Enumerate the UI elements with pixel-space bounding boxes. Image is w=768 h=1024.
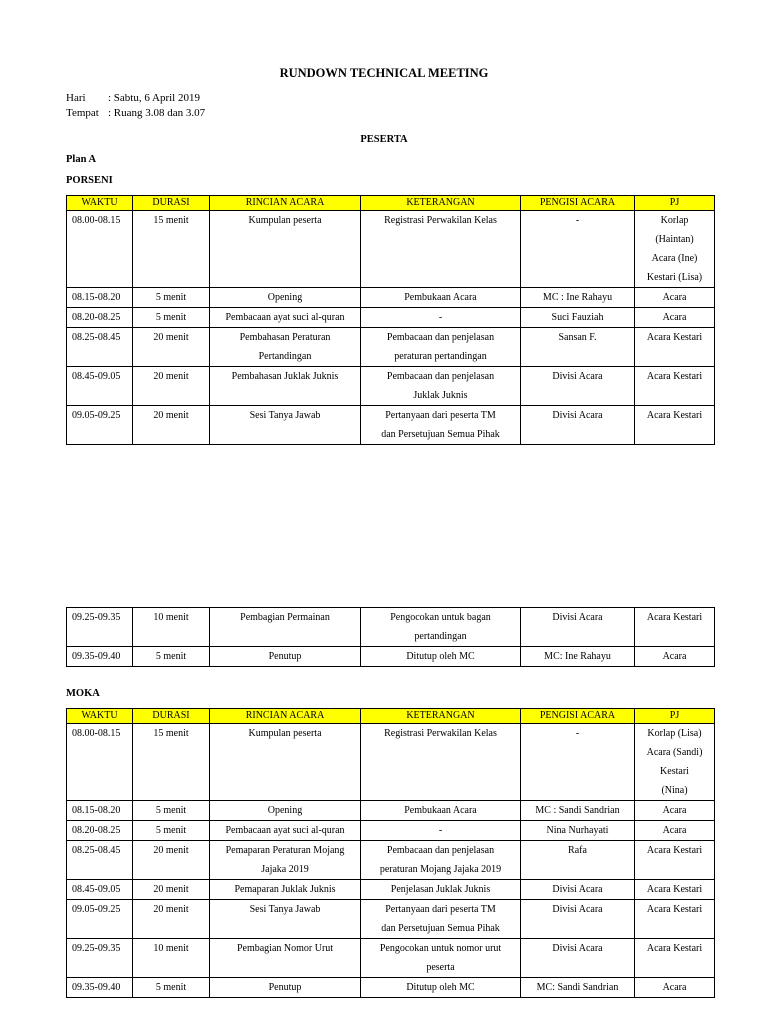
- column-header-pengisi-acara: PENGISI ACARA: [521, 196, 635, 211]
- cell-pj: Acara Kestari: [635, 406, 715, 445]
- cell-pengisi-acara: Divisi Acara: [521, 880, 635, 900]
- cell-rincian-acara: Pembacaan ayat suci al-quran: [210, 821, 361, 841]
- cell-keterangan: Pengocokan untuk bagan pertandingan: [361, 608, 521, 647]
- cell-pj: Korlap (Lisa) Acara (Sandi) Kestari (Nina): [635, 724, 715, 801]
- cell-pj: Acara: [635, 978, 715, 998]
- table-row: [67, 211, 715, 288]
- table-header-row: [67, 709, 715, 724]
- table-row: [67, 328, 715, 367]
- cell-pj: Acara: [635, 308, 715, 328]
- cell-waktu: 08.25-08.45: [67, 328, 133, 367]
- cell-rincian-acara: Penutup: [210, 647, 361, 667]
- cell-pengisi-acara: -: [521, 724, 635, 801]
- column-header-waktu: WAKTU: [67, 709, 133, 724]
- cell-keterangan: Ditutup oleh MC: [361, 978, 521, 998]
- cell-durasi: 20 menit: [133, 367, 210, 406]
- cell-keterangan: Pertanyaan dari peserta TM dan Persetujuan Semua Pihak: [361, 406, 521, 445]
- cell-pengisi-acara: MC : Ine Rahayu: [521, 288, 635, 308]
- cell-waktu: 09.25-09.35: [67, 939, 133, 978]
- cell-pengisi-acara: Nina Nurhayati: [521, 821, 635, 841]
- cell-waktu: 08.15-08.20: [67, 801, 133, 821]
- table-row: [67, 367, 715, 406]
- cell-keterangan: Registrasi Perwakilan Kelas: [361, 211, 521, 288]
- column-header-keterangan: KETERANGAN: [361, 709, 521, 724]
- cell-rincian-acara: Pembagian Nomor Urut: [210, 939, 361, 978]
- cell-rincian-acara: Pemaparan Juklak Juknis: [210, 880, 361, 900]
- cell-waktu: 09.05-09.25: [67, 406, 133, 445]
- cell-durasi: 20 menit: [133, 880, 210, 900]
- cell-durasi: 20 menit: [133, 900, 210, 939]
- table-row: [67, 900, 715, 939]
- cell-waktu: 09.35-09.40: [67, 978, 133, 998]
- table-header-row: [67, 196, 715, 211]
- document-title: RUNDOWN TECHNICAL MEETING: [279, 66, 489, 80]
- column-header-pengisi-acara: PENGISI ACARA: [521, 709, 635, 724]
- column-header-rincian-acara: RINCIAN ACARA: [210, 709, 361, 724]
- cell-pengisi-acara: -: [521, 211, 635, 288]
- cell-durasi: 5 menit: [133, 821, 210, 841]
- cell-keterangan: -: [361, 308, 521, 328]
- plan-label: Plan A: [66, 154, 97, 165]
- cell-durasi: 20 menit: [133, 406, 210, 445]
- cell-rincian-acara: Sesi Tanya Jawab: [210, 406, 361, 445]
- cell-pengisi-acara: Divisi Acara: [521, 367, 635, 406]
- cell-waktu: 08.15-08.20: [67, 288, 133, 308]
- cell-pengisi-acara: Sansan F.: [521, 328, 635, 367]
- table-row: [67, 308, 715, 328]
- table-row: [67, 801, 715, 821]
- cell-pengisi-acara: Divisi Acara: [521, 406, 635, 445]
- cell-pj: Acara: [635, 647, 715, 667]
- cell-durasi: 5 menit: [133, 801, 210, 821]
- cell-rincian-acara: Penutup: [210, 978, 361, 998]
- cell-durasi: 5 menit: [133, 288, 210, 308]
- cell-durasi: 5 menit: [133, 978, 210, 998]
- cell-durasi: 15 menit: [133, 724, 210, 801]
- column-header-pj: PJ: [635, 196, 715, 211]
- table-row: [67, 821, 715, 841]
- cell-pj: Acara: [635, 821, 715, 841]
- cell-rincian-acara: Sesi Tanya Jawab: [210, 900, 361, 939]
- cell-rincian-acara: Pembahasan Juklak Juknis: [210, 367, 361, 406]
- cell-pj: Acara Kestari: [635, 328, 715, 367]
- cell-pj: Acara Kestari: [635, 880, 715, 900]
- moka-table: [66, 708, 715, 998]
- cell-pengisi-acara: MC: Ine Rahayu: [521, 647, 635, 667]
- cell-pengisi-acara: MC: Sandi Sandrian: [521, 978, 635, 998]
- column-header-durasi: DURASI: [133, 709, 210, 724]
- cell-pj: Acara Kestari: [635, 939, 715, 978]
- cell-keterangan: Pembacaan dan penjelasan peraturan pertandingan: [361, 328, 521, 367]
- porseni-table-continued: [66, 607, 715, 667]
- cell-keterangan: Pembukaan Acara: [361, 288, 521, 308]
- column-header-keterangan: KETERANGAN: [361, 196, 521, 211]
- table-row: [67, 841, 715, 880]
- info-place-value: : Ruang 3.08 dan 3.07: [108, 107, 206, 119]
- cell-waktu: 08.25-08.45: [67, 841, 133, 880]
- cell-pj: Acara Kestari: [635, 608, 715, 647]
- table-row: [67, 978, 715, 998]
- cell-keterangan: Pembukaan Acara: [361, 801, 521, 821]
- cell-waktu: 09.05-09.25: [67, 900, 133, 939]
- info-day-value: : Sabtu, 6 April 2019: [108, 92, 200, 104]
- cell-waktu: 08.20-08.25: [67, 821, 133, 841]
- cell-waktu: 09.35-09.40: [67, 647, 133, 667]
- cell-keterangan: Registrasi Perwakilan Kelas: [361, 724, 521, 801]
- column-header-rincian-acara: RINCIAN ACARA: [210, 196, 361, 211]
- cell-durasi: 10 menit: [133, 608, 210, 647]
- table-row: [67, 647, 715, 667]
- porseni-table: [66, 195, 715, 445]
- section-heading: PESERTA: [360, 134, 408, 145]
- cell-rincian-acara: Pembacaan ayat suci al-quran: [210, 308, 361, 328]
- cell-pj: Acara Kestari: [635, 841, 715, 880]
- cell-pengisi-acara: MC : Sandi Sandrian: [521, 801, 635, 821]
- info-place-key: Tempat: [66, 107, 99, 119]
- info-day: [66, 92, 200, 104]
- cell-pj: Acara Kestari: [635, 367, 715, 406]
- cell-rincian-acara: Kumpulan peserta: [210, 724, 361, 801]
- cell-rincian-acara: Pembahasan Peraturan Pertandingan: [210, 328, 361, 367]
- cell-durasi: 20 menit: [133, 328, 210, 367]
- cell-keterangan: Ditutup oleh MC: [361, 647, 521, 667]
- cell-pj: Acara Kestari: [635, 900, 715, 939]
- cell-durasi: 20 menit: [133, 841, 210, 880]
- cell-rincian-acara: Kumpulan peserta: [210, 211, 361, 288]
- cell-keterangan: -: [361, 821, 521, 841]
- table-row: [67, 608, 715, 647]
- cell-rincian-acara: Opening: [210, 288, 361, 308]
- cell-pengisi-acara: Divisi Acara: [521, 939, 635, 978]
- table-row: [67, 406, 715, 445]
- info-day-key: Hari: [66, 92, 86, 104]
- cell-pj: Acara: [635, 288, 715, 308]
- cell-pj: Acara: [635, 801, 715, 821]
- cell-pj: Korlap (Haintan) Acara (Ine) Kestari (Lisa): [635, 211, 715, 288]
- cell-waktu: 08.45-09.05: [67, 880, 133, 900]
- cell-keterangan: Pembacaan dan penjelasan peraturan Mojang Jajaka 2019: [361, 841, 521, 880]
- moka-label: MOKA: [66, 688, 100, 699]
- cell-keterangan: Pembacaan dan penjelasan Juklak Juknis: [361, 367, 521, 406]
- cell-rincian-acara: Opening: [210, 801, 361, 821]
- cell-keterangan: Penjelasan Juklak Juknis: [361, 880, 521, 900]
- cell-waktu: 08.45-09.05: [67, 367, 133, 406]
- cell-pengisi-acara: Divisi Acara: [521, 900, 635, 939]
- cell-pengisi-acara: Rafa: [521, 841, 635, 880]
- table-row: [67, 288, 715, 308]
- porseni-label: PORSENI: [66, 175, 113, 186]
- cell-durasi: 10 menit: [133, 939, 210, 978]
- cell-durasi: 15 menit: [133, 211, 210, 288]
- cell-rincian-acara: Pembagian Permainan: [210, 608, 361, 647]
- cell-rincian-acara: Pemaparan Peraturan Mojang Jajaka 2019: [210, 841, 361, 880]
- column-header-durasi: DURASI: [133, 196, 210, 211]
- column-header-pj: PJ: [635, 709, 715, 724]
- column-header-waktu: WAKTU: [67, 196, 133, 211]
- info-place: [66, 107, 205, 119]
- cell-durasi: 5 menit: [133, 647, 210, 667]
- cell-waktu: 09.25-09.35: [67, 608, 133, 647]
- table-row: [67, 880, 715, 900]
- cell-keterangan: Pertanyaan dari peserta TM dan Persetujuan Semua Pihak: [361, 900, 521, 939]
- cell-pengisi-acara: Suci Fauziah: [521, 308, 635, 328]
- table-row: [67, 724, 715, 801]
- cell-keterangan: Pengocokan untuk nomor urut peserta: [361, 939, 521, 978]
- cell-waktu: 08.20-08.25: [67, 308, 133, 328]
- cell-waktu: 08.00-08.15: [67, 724, 133, 801]
- cell-waktu: 08.00-08.15: [67, 211, 133, 288]
- cell-durasi: 5 menit: [133, 308, 210, 328]
- cell-pengisi-acara: Divisi Acara: [521, 608, 635, 647]
- table-row: [67, 939, 715, 978]
